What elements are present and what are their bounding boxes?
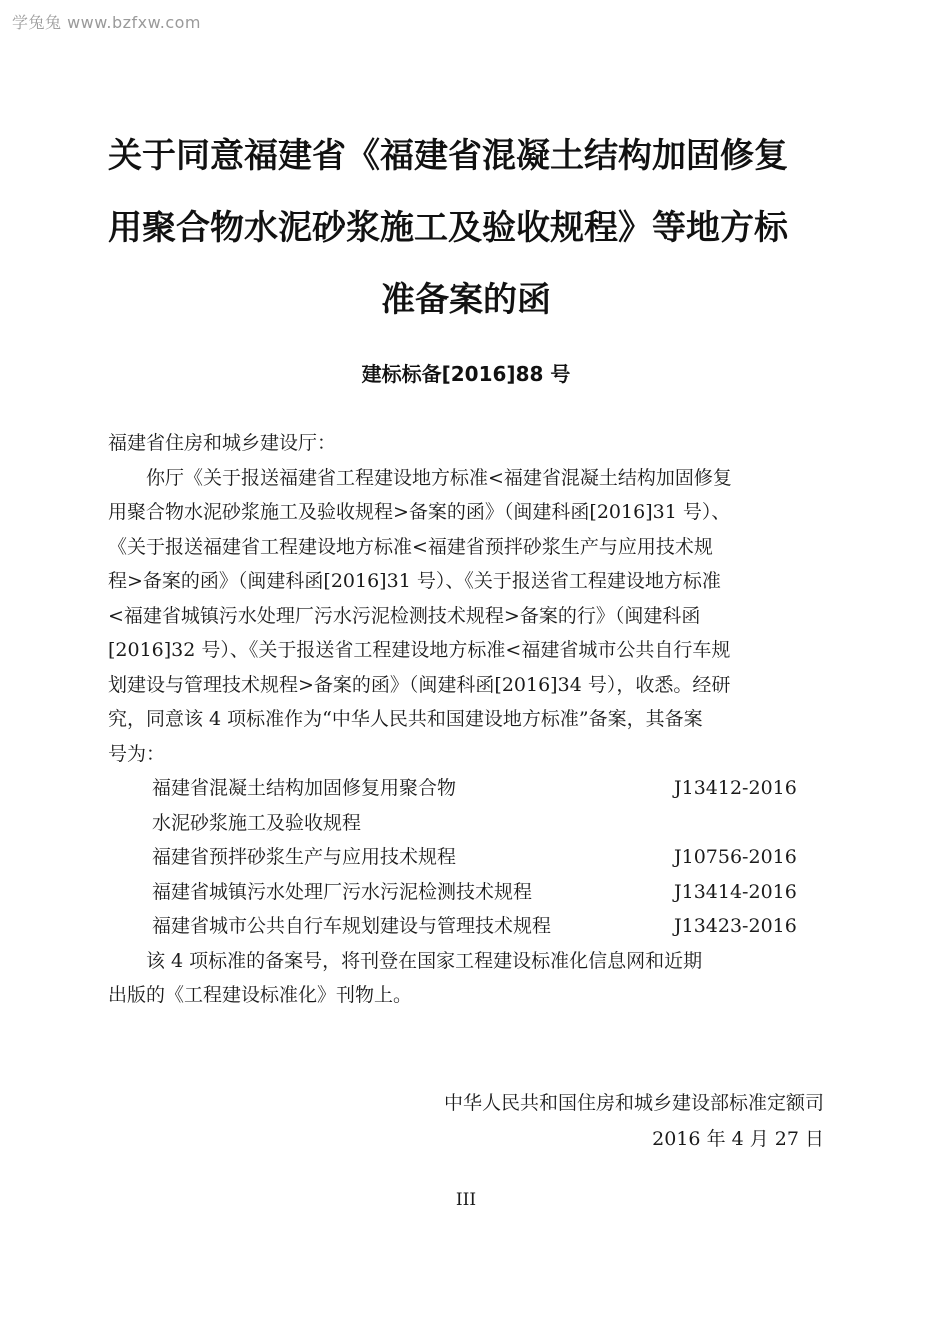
standard-name: 福建省城市公共自行车规划建设与管理技术规程 bbox=[152, 915, 552, 937]
standard-row bbox=[108, 909, 824, 944]
standard-code: J13412-2016 bbox=[674, 777, 797, 799]
standard-row bbox=[108, 875, 824, 910]
paragraph-line: 划建设与管理技术规程>备案的函》（闽建科函[2016]34 号），收悉。经研 bbox=[108, 673, 731, 696]
paragraph-line: 号为： bbox=[108, 742, 166, 765]
paragraph-main bbox=[108, 461, 824, 772]
standard-row bbox=[108, 806, 824, 841]
paragraph-line: 你厅《关于报送福建省工程建设地方标准<福建省混凝土结构加固修复 bbox=[146, 466, 732, 489]
title-line-3: 准备案的函 bbox=[381, 280, 551, 320]
paragraph-closing bbox=[108, 944, 824, 1013]
signature-block bbox=[108, 1085, 824, 1157]
title-line-1: 关于同意福建省《福建省混凝土结构加固修复 bbox=[108, 136, 788, 176]
standard-code: J13414-2016 bbox=[674, 880, 797, 903]
document-title bbox=[108, 120, 824, 336]
issuing-organization: 中华人民共和国住房和城乡建设部标准定额司 bbox=[443, 1092, 824, 1114]
title-line-2: 用聚合物水泥砂浆施工及验收规程》等地方标 bbox=[108, 208, 788, 248]
letter-body bbox=[108, 426, 824, 1013]
standard-name: 水泥砂浆施工及验收规程 bbox=[152, 811, 362, 834]
paragraph-line: 用聚合物水泥砂浆施工及验收规程>备案的函》（闽建科函[2016]31 号）、 bbox=[108, 501, 731, 523]
standard-row bbox=[108, 840, 824, 875]
addressee: 福建省住房和城乡建设厅： bbox=[108, 432, 337, 454]
paragraph-line: <福建省城镇污水处理厂污水污泥检测技术规程>备案的行》（闽建科函 bbox=[108, 604, 701, 627]
paragraph-line: 程>备案的函》（闽建科函[2016]31 号）、《关于报送省工程建设地方标准 bbox=[108, 570, 721, 592]
page-number: III bbox=[455, 1190, 477, 1210]
standard-name: 福建省城镇污水处理厂污水污泥检测技术规程 bbox=[152, 880, 533, 903]
paragraph-line: [2016]32 号）、《关于报送省工程建设地方标准<福建省城市公共自行车规 bbox=[108, 639, 731, 661]
document-number: 建标标备[2016]88 号 bbox=[361, 362, 571, 386]
standard-row bbox=[108, 771, 824, 806]
standards-list bbox=[108, 771, 824, 944]
paragraph-line: 出版的《工程建设标准化》刊物上。 bbox=[108, 984, 413, 1006]
standard-name: 福建省预拌砂浆生产与应用技术规程 bbox=[152, 846, 457, 868]
standard-code: J13423-2016 bbox=[674, 915, 797, 937]
paragraph-line: 《关于报送福建省工程建设地方标准<福建省预拌砂浆生产与应用技术规 bbox=[108, 535, 713, 558]
paragraph-line: 该 4 项标准的备案号，将刊登在国家工程建设标准化信息网和近期 bbox=[146, 949, 703, 972]
watermark-text: 学兔兔 www.bzfxw.com bbox=[12, 13, 201, 32]
standard-name: 福建省混凝土结构加固修复用聚合物 bbox=[152, 777, 457, 799]
standard-code: J10756-2016 bbox=[674, 846, 797, 868]
paragraph-line: 究，同意该 4 项标准作为“中华人民共和国建设地方标准”备案，其备案 bbox=[108, 708, 703, 730]
issue-date: 2016 年 4 月 27 日 bbox=[652, 1128, 824, 1150]
